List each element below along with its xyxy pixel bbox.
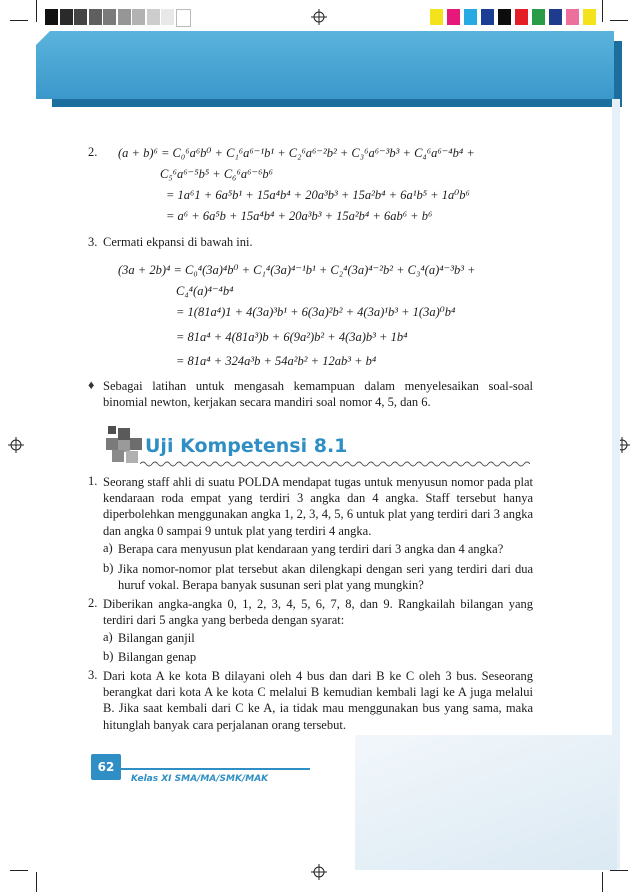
sub-question: Berapa cara menyusun plat kendaraan yang terdiri dari 3 angka dan 4 angka? xyxy=(118,542,504,556)
item-number: 3. xyxy=(88,235,98,249)
sub-label: a) xyxy=(103,630,113,644)
sub-question: Bilangan genap xyxy=(118,650,197,664)
footer-rule xyxy=(120,768,310,770)
cubes-icon xyxy=(104,424,144,464)
color-swatch xyxy=(430,9,443,25)
page-number: 62 xyxy=(91,754,121,780)
header-band-corner xyxy=(36,31,50,45)
question-text: Seorang staff ahli di suatu POLDA mendapat tugas untuk menyusun nomor pada plat kendaraan roda empat yang terdiri 3 angka dan 4 angka. Staff tersebut hanya diperbolehkan menggunakan angka 1, 2, 3, 4, 5, 6 untuk plat yang terdiri dari 3 angka dan angka 0 sampai 9 untuk plat yang terdiri 4 angka. xyxy=(103,475,533,538)
question-text: Dari kota A ke kota B dilayani oleh 4 bus dan dari B ke C oleh 3 bus. Seseorang berangkat dari kota A ke kota C melalui B kemudian kembali lagi ke A juga melalui B. Jika saat kembali dari C ke A, ia tidak mau menggunakan bus yang sama, maka hitunglah banyak cara perjalanan orang tersebut. xyxy=(103,669,533,732)
color-swatch xyxy=(45,9,58,25)
color-swatch xyxy=(147,9,160,25)
question-text: Diberikan angka-angka 0, 1, 2, 3, 4, 5, 6, 7, 8, dan 9. Rangkailah bilangan yang terdiri dari 5 angka yang berbeda dengan syarat: xyxy=(103,597,533,628)
equation-line: (a + b)⁶ = C₀⁶a⁶b⁰ + C₁⁶a⁶⁻¹b¹ + C₂⁶a⁶⁻²b² + C₃⁶a⁶⁻³b³ + C₄⁶a⁶⁻⁴b⁴ + xyxy=(118,146,475,160)
equation-line: = 81a⁴ + 324a³b + 54a²b² + 12ab³ + b⁴ xyxy=(176,354,377,368)
color-swatch xyxy=(176,9,191,27)
crop-mark xyxy=(602,872,603,892)
color-swatch xyxy=(583,9,596,25)
equation-line: (3a + 2b)⁴ = C₀⁴(3a)⁴b⁰ + C₁⁴(3a)⁴⁻¹b¹ + C₂⁴(3a)⁴⁻²b² + C₃⁴(a)⁴⁻³b³ + xyxy=(118,263,476,277)
color-swatch xyxy=(549,9,562,25)
registration-mark-icon xyxy=(311,864,327,880)
item-intro: Cermati ekpansi di bawah ini. xyxy=(103,235,253,249)
crop-mark xyxy=(10,870,28,871)
crop-mark xyxy=(602,0,603,22)
color-swatch xyxy=(532,9,545,25)
equation-line: = 1a⁶1 + 6a⁵b¹ + 15a⁴b⁴ + 20a³b³ + 15a²b⁴ + 6a¹b⁵ + 1a⁰b⁶ xyxy=(166,188,470,202)
sub-label: a) xyxy=(103,541,113,555)
sub-label: b) xyxy=(103,561,114,575)
color-swatch xyxy=(161,9,174,25)
color-swatch xyxy=(118,9,131,25)
practice-note: Sebagai latihan untuk mengasah kemampuan dalam menyelesaikan soal-soal binomial newton, kerjakan secara mandiri soal nomor 4, 5, dan 6. xyxy=(103,379,533,410)
sub-question: Bilangan ganjil xyxy=(118,631,195,645)
crop-mark xyxy=(610,20,628,21)
color-swatch xyxy=(566,9,579,25)
question-number: 3. xyxy=(88,668,98,682)
color-swatch xyxy=(481,9,494,25)
color-swatch xyxy=(498,9,511,25)
equation-line: = a⁶ + 6a⁵b + 15a⁴b⁴ + 20a³b³ + 15a²b⁴ + 6ab⁶ + b⁶ xyxy=(166,209,433,223)
equation-line: = 1(81a⁴)1 + 4(3a)³b¹ + 6(3a)²b² + 4(3a)¹b³ + 1(3a)⁰b⁴ xyxy=(176,305,456,319)
item-number: 2. xyxy=(88,145,98,159)
crop-mark xyxy=(610,870,628,871)
sub-question: Jika nomor-nomor plat tersebut akan dilengkapi dengan seri yang terdiri dari dua huruf vokal. Berapa banyak susunan seri plat yang mungkin? xyxy=(118,562,533,593)
crop-mark xyxy=(36,0,37,22)
registration-mark-icon xyxy=(311,9,327,25)
book-title: Kelas XI SMA/MA/SMK/MAK xyxy=(131,774,269,784)
color-swatch xyxy=(464,9,477,25)
equation-line: C₄⁴(a)⁴⁻⁴b⁴ xyxy=(176,284,234,298)
bullet-icon: ♦ xyxy=(88,378,95,392)
question-number: 1. xyxy=(88,474,98,488)
color-swatch xyxy=(515,9,528,25)
color-swatch xyxy=(60,9,73,25)
wavy-underline xyxy=(140,460,530,468)
header-band xyxy=(36,31,614,99)
crop-mark xyxy=(10,20,28,21)
sub-label: b) xyxy=(103,649,114,663)
color-swatch xyxy=(132,9,145,25)
color-swatch xyxy=(89,9,102,25)
color-swatch xyxy=(447,9,460,25)
equation-line: C₅⁶a⁶⁻⁵b⁵ + C₆⁶a⁶⁻⁶b⁶ xyxy=(160,167,274,181)
registration-mark-icon xyxy=(8,437,24,453)
page-corner-panel xyxy=(355,735,617,870)
color-swatch xyxy=(74,9,87,25)
color-swatch xyxy=(103,9,116,25)
question-number: 2. xyxy=(88,596,98,610)
crop-mark xyxy=(36,872,37,892)
equation-line: = 81a⁴ + 4(81a³)b + 6(9a²)b² + 4(3a)b³ + 1b⁴ xyxy=(176,330,408,344)
section-title: Uji Kompetensi 8.1 xyxy=(145,435,348,457)
